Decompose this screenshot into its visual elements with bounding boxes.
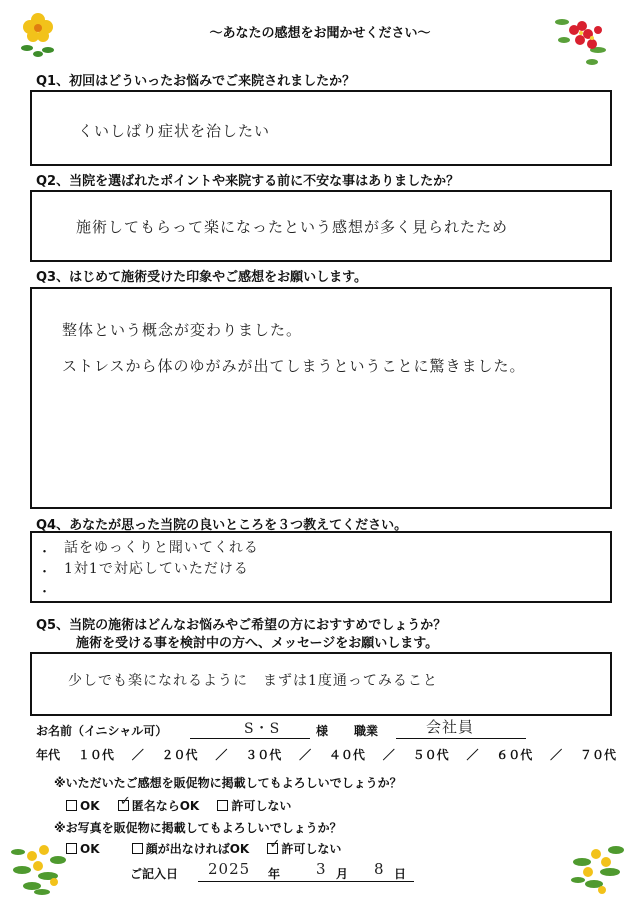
answer-4-item-2: 1対1で対応していただける bbox=[64, 561, 249, 577]
consent-1-options bbox=[66, 794, 292, 814]
bullet-1: ・ bbox=[38, 545, 52, 560]
age-separator: ／ bbox=[550, 748, 563, 762]
answer-2-text: 施術してもらって楽になったという感想が多く見られたため bbox=[76, 218, 509, 236]
question-5-line-2: 施術を受ける事を検討中の方へ、メッセージをお願いします。 bbox=[76, 636, 439, 651]
answer-5-text: 少しでも楽になれるように まずは1度通ってみること bbox=[68, 673, 438, 689]
name-label: お名前（イニシャル可） bbox=[36, 724, 168, 738]
option-label: OK bbox=[80, 842, 100, 856]
answer-box-2[interactable] bbox=[30, 190, 612, 262]
answer-box-5[interactable] bbox=[30, 652, 612, 716]
date-month[interactable]: 3 bbox=[316, 860, 327, 878]
date-day[interactable]: 8 bbox=[374, 860, 385, 878]
age-separator: ／ bbox=[466, 748, 479, 762]
yellow-flower-bush-icon-right bbox=[566, 832, 630, 898]
honorific: 様 bbox=[316, 724, 329, 738]
consent-1-option-ok[interactable] bbox=[66, 799, 100, 813]
consent-2-question: ※お写真を販促物に掲載してもよろしいでしょうか？ bbox=[54, 821, 342, 835]
answer-box-4[interactable] bbox=[30, 531, 612, 603]
consent-2-option-ok[interactable] bbox=[66, 842, 100, 856]
question-1: Q1、初回はどういったお悩みでご来院されましたか？ bbox=[36, 74, 356, 89]
date-underline bbox=[198, 881, 414, 882]
age-option-20s[interactable]: ２０代 bbox=[161, 748, 198, 762]
option-label: 顔が出なければOK bbox=[145, 842, 250, 856]
bullet-3: ・ bbox=[38, 585, 52, 600]
question-5-line-1: Q5、当院の施術はどんなお悩みやご希望の方におすすめでしょうか？ bbox=[36, 618, 447, 633]
checkbox-checked[interactable] bbox=[267, 837, 281, 854]
checkbox-checked[interactable] bbox=[118, 794, 131, 811]
age-row bbox=[36, 746, 616, 763]
option-label: 許可しない bbox=[231, 799, 292, 813]
checkbox[interactable] bbox=[217, 800, 228, 811]
age-separator: ／ bbox=[299, 748, 312, 762]
answer-3-line-2: ストレスから体のゆがみが出てしまうということに驚きました。 bbox=[62, 357, 526, 375]
age-separator: ／ bbox=[215, 748, 228, 762]
question-4: Q4、あなたが思った当院の良いところを３つ教えてください。 bbox=[36, 518, 408, 533]
consent-2-options bbox=[66, 837, 342, 857]
age-option-70s[interactable]: ７０代 bbox=[579, 748, 616, 762]
job-label: 職業 bbox=[354, 724, 379, 738]
answer-box-3[interactable] bbox=[30, 287, 612, 509]
date-day-label: 日 bbox=[394, 867, 407, 881]
date-label: ご記入日 bbox=[130, 867, 179, 881]
bullet-2: ・ bbox=[38, 565, 52, 580]
consent-1-question: ※いただいたご感想を販促物に掲載してもよろしいでしょうか？ bbox=[54, 776, 402, 790]
age-option-60s[interactable]: ６０代 bbox=[496, 748, 533, 762]
question-2: Q2、当院を選ばれたポイントや来院する前に不安な事はありましたか？ bbox=[36, 174, 460, 189]
checkbox[interactable] bbox=[132, 843, 143, 854]
age-separator: ／ bbox=[382, 748, 395, 762]
option-label: 許可しない bbox=[281, 842, 342, 856]
age-option-50s[interactable]: ５０代 bbox=[412, 748, 449, 762]
age-separator: ／ bbox=[131, 748, 144, 762]
consent-2-option-deny[interactable] bbox=[267, 837, 342, 856]
age-option-40s[interactable]: ４０代 bbox=[328, 748, 365, 762]
age-option-10s[interactable]: １０代 bbox=[77, 748, 114, 762]
page-title: ～あなたの感想をお聞かせください～ bbox=[209, 26, 431, 41]
date-month-label: 月 bbox=[336, 867, 349, 881]
answer-4-item-1: 話をゆっくりと聞いてくれる bbox=[64, 540, 259, 556]
checkbox[interactable] bbox=[66, 800, 77, 811]
answer-3-line-1: 整体という概念が変わりました。 bbox=[62, 321, 303, 339]
job-value[interactable]: 会社員 bbox=[426, 718, 475, 736]
date-year[interactable]: 2025 bbox=[208, 860, 251, 878]
answer-box-1[interactable] bbox=[30, 90, 612, 166]
yellow-flower-bush-icon bbox=[8, 830, 72, 898]
answer-1-text: くいしばり症状を治したい bbox=[78, 122, 271, 140]
option-label: 匿名ならOK bbox=[131, 799, 200, 813]
job-underline bbox=[396, 738, 526, 739]
checkbox[interactable] bbox=[66, 843, 77, 854]
option-label: OK bbox=[80, 799, 100, 813]
date-year-label: 年 bbox=[268, 867, 281, 881]
age-label: 年代 bbox=[36, 748, 61, 762]
name-value[interactable]: S・S bbox=[244, 721, 281, 737]
age-option-30s[interactable]: ３０代 bbox=[245, 748, 282, 762]
check-mark-icon: ✓ bbox=[269, 837, 281, 852]
check-mark-icon: ✓ bbox=[119, 794, 131, 809]
consent-1-option-deny[interactable] bbox=[217, 799, 291, 813]
consent-2-option-no-face[interactable] bbox=[132, 842, 250, 856]
name-underline bbox=[190, 738, 310, 739]
consent-1-option-anonymous[interactable] bbox=[118, 794, 200, 813]
question-3: Q3、はじめて施術受けた印象やご感想をお願いします。 bbox=[36, 270, 368, 285]
